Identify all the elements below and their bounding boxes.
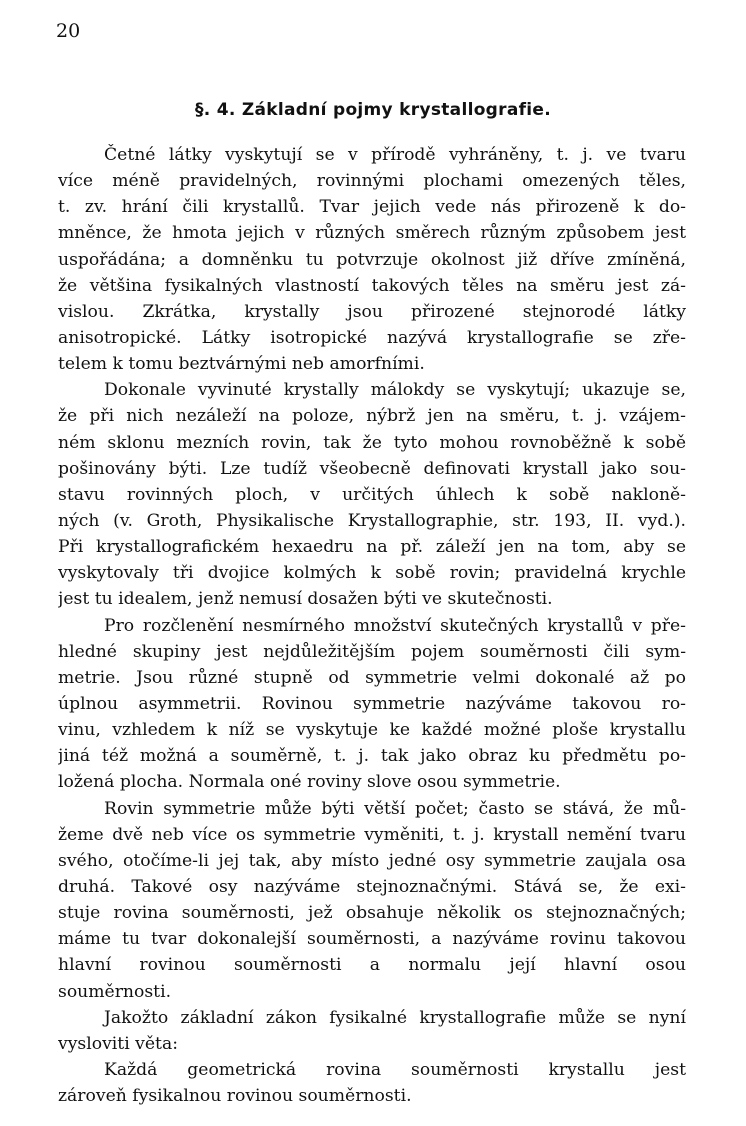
text-line: souměrnosti. bbox=[58, 981, 172, 1002]
text-line: pošinovány býti. Lze tudíž všeobecně definovati krystall jako sou- bbox=[58, 458, 686, 479]
text-line: telem k tomu beztvárnými neb amorfními. bbox=[58, 354, 425, 375]
text-line: více méně pravidelných, rovinnými plochami omezených těles, bbox=[58, 171, 686, 192]
text-line: úplnou asymmetrii. Rovinou symmetrie nazýváme takovou ro- bbox=[58, 693, 686, 714]
text-line: Rovin symmetrie může býti větší počet; často se stává, že mů- bbox=[104, 798, 686, 819]
text-line: ložená plocha. Normala oné roviny slove osou symmetrie. bbox=[58, 772, 561, 793]
text-line: Pro rozčlenění nesmírného množství skutečných krystallů v pře- bbox=[104, 615, 686, 636]
text-line: že většina fysikalných vlastností takových těles na směru jest zá- bbox=[58, 275, 686, 296]
text-line: hledné skupiny jest nejdůležitějším pojem souměrnosti čili sym- bbox=[58, 641, 686, 662]
text-line: Četné látky vyskytují se v přírodě vyhráněny, t. j. ve tvaru bbox=[104, 145, 686, 165]
text-line: Dokonale vyvinuté krystally málokdy se vyskytují; ukazuje se, bbox=[104, 380, 686, 401]
text-line: Jakožto základní zákon fysikalné krystallografie může se nyní bbox=[104, 1007, 686, 1028]
text-line: jiná též možná a souměrně, t. j. tak jako obraz ku předmětu po- bbox=[58, 746, 686, 767]
text-line: metrie. Jsou různé stupně od symmetrie velmi dokonalé až po bbox=[58, 667, 686, 688]
section-heading: §. 4. Základní pojmy krystallografie. bbox=[194, 100, 552, 120]
text-line: ných (v. Groth, Physikalische Krystallographie, str. 193, II. vyd.). bbox=[58, 510, 686, 531]
text-line: hlavní rovinou souměrnosti a normalu její hlavní osou bbox=[58, 955, 686, 976]
text-line: žeme dvě neb více os symmetrie vyměniti, t. j. krystall nemění tvaru bbox=[58, 824, 686, 845]
text-line: uspořádána; a domněnku tu potvrzuje okolnost již dříve zmíněná, bbox=[58, 249, 686, 270]
text-line: svého, otočíme-li jej tak, aby místo jedné osy symmetrie zaujala osa bbox=[58, 850, 686, 871]
text-line: stavu rovinných ploch, v určitých úhlech k sobě nakloně- bbox=[58, 484, 686, 505]
text-line: anisotropické. Látky isotropické nazývá krystallografie se zře- bbox=[58, 327, 686, 348]
text-line: zároveň fysikalnou rovinou souměrnosti. bbox=[58, 1086, 412, 1107]
text-line: t. zv. hrání čili krystallů. Tvar jejich vede nás přirozeně k do- bbox=[58, 197, 686, 218]
text-line: druhá. Takové osy nazýváme stejnoznačnými. Stává se, že exi- bbox=[58, 876, 686, 897]
text-line: vinu, vzhledem k níž se vyskytuje ke každé možné ploše krystallu bbox=[58, 720, 686, 741]
page-number: 20 bbox=[56, 20, 81, 42]
text-line: že při nich nezáleží na poloze, nýbrž jen na směru, t. j. vzájem- bbox=[58, 406, 686, 427]
text-line: Při krystallografickém hexaedru na př. záleží jen na tom, aby se bbox=[58, 537, 686, 558]
text-line: Každá geometrická rovina souměrnosti krystallu jest bbox=[104, 1059, 686, 1080]
text-line: máme tu tvar dokonalejší souměrnosti, a nazýváme rovinu takovou bbox=[58, 929, 686, 950]
text-line: vyskytovaly tři dvojice kolmých k sobě rovin; pravidelná krychle bbox=[58, 563, 686, 584]
text-line: vysloviti věta: bbox=[58, 1033, 178, 1054]
text-line: jest tu idealem, jenž nemusí dosažen býti ve skutečnosti. bbox=[58, 589, 553, 610]
text-line: vislou. Zkrátka, krystally jsou přirozené stejnorodé látky bbox=[58, 301, 686, 322]
text-line: stuje rovina souměrnosti, jež obsahuje několik os stejnoznačných; bbox=[58, 903, 686, 924]
text-line: mněnce, že hmota jejich v různých směrech různým způsobem jest bbox=[58, 223, 686, 244]
body-text bbox=[58, 142, 686, 1109]
text-line: ném sklonu mezních rovin, tak že tyto mohou rovnoběžně k sobě bbox=[58, 432, 686, 453]
